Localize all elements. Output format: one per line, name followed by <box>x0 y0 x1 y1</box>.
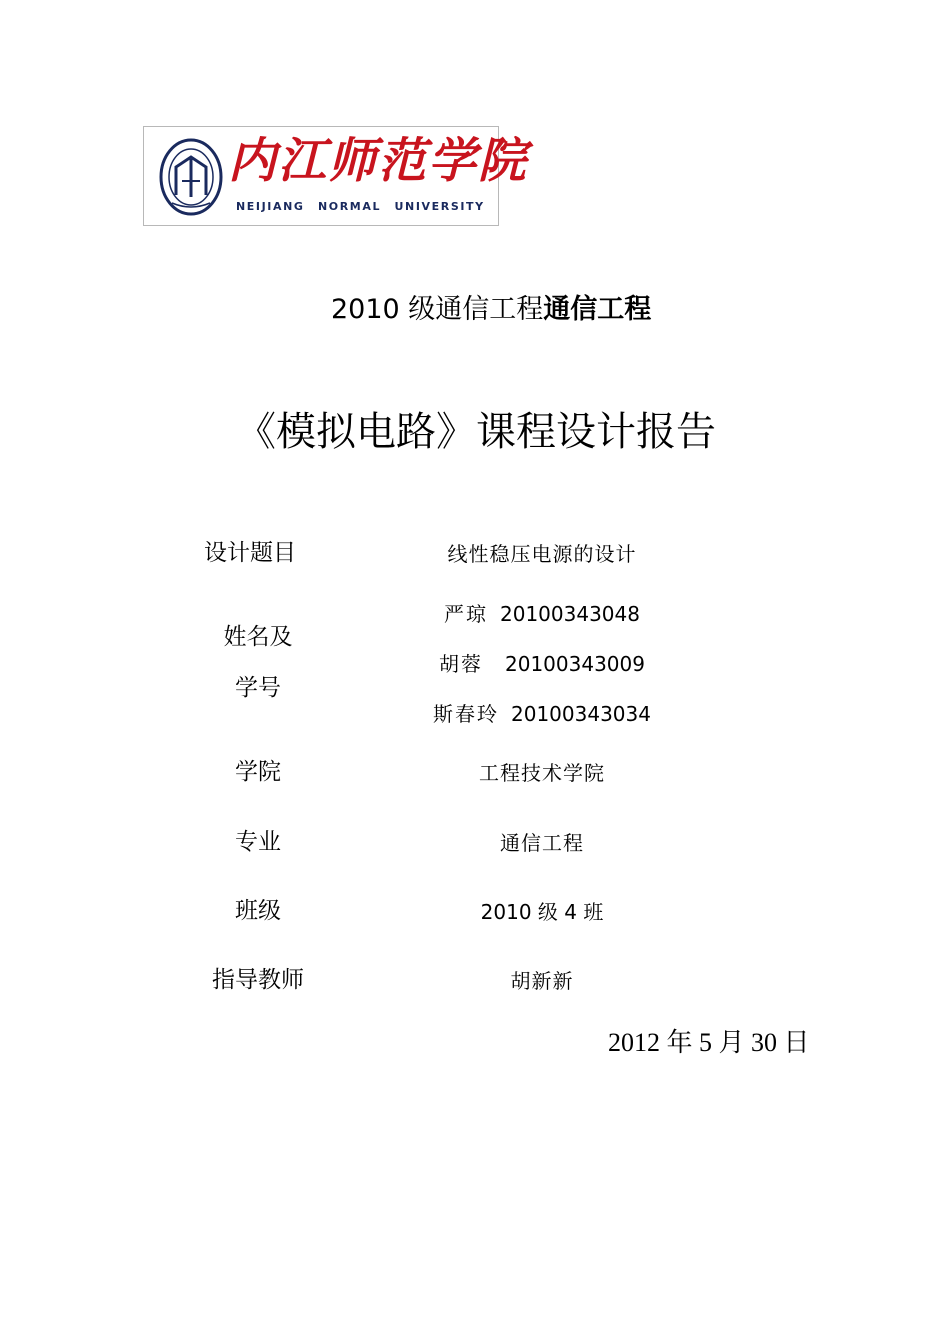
university-logo <box>143 126 529 226</box>
class-value: 2010 级 4 班 <box>480 900 604 924</box>
members-label-line1: 姓名及 <box>223 624 293 650</box>
college-label: 学院 <box>235 759 281 785</box>
report-title: 《模拟电路》课程设计报告 <box>236 409 716 455</box>
logo-english-name: NEIJIANG NORMAL UNIVERSITY <box>236 200 485 213</box>
member-row <box>392 650 692 678</box>
report-date: 2012 年 5 月 30 日 <box>608 1028 810 1057</box>
member-row <box>392 600 692 628</box>
topic-value: 线性稳压电源的设计 <box>447 542 637 566</box>
member-name: 严琼 <box>444 602 488 626</box>
advisor-label: 指导教师 <box>212 967 304 993</box>
member-name: 胡蓉 <box>439 652 483 676</box>
member-id: 20100343048 <box>500 602 640 626</box>
university-seal-icon <box>158 137 224 217</box>
subtitle <box>331 290 651 330</box>
member-id: 20100343009 <box>505 652 645 676</box>
subtitle-grade-major: 2010 级通信工程 <box>331 294 544 325</box>
member-name: 斯春玲 <box>433 702 499 726</box>
member-id: 20100343034 <box>511 702 651 726</box>
college-value: 工程技术学院 <box>479 761 605 785</box>
members-label-line2: 学号 <box>235 675 281 701</box>
topic-label: 设计题目 <box>204 540 296 566</box>
major-value: 通信工程 <box>500 831 584 855</box>
logo-chinese-name: 内江师范学院 <box>228 133 529 189</box>
advisor-value: 胡新新 <box>510 969 574 993</box>
member-row <box>392 700 692 728</box>
major-label: 专业 <box>235 829 281 855</box>
class-label: 班级 <box>235 898 281 924</box>
subtitle-major-bold: 通信工程 <box>543 294 652 325</box>
